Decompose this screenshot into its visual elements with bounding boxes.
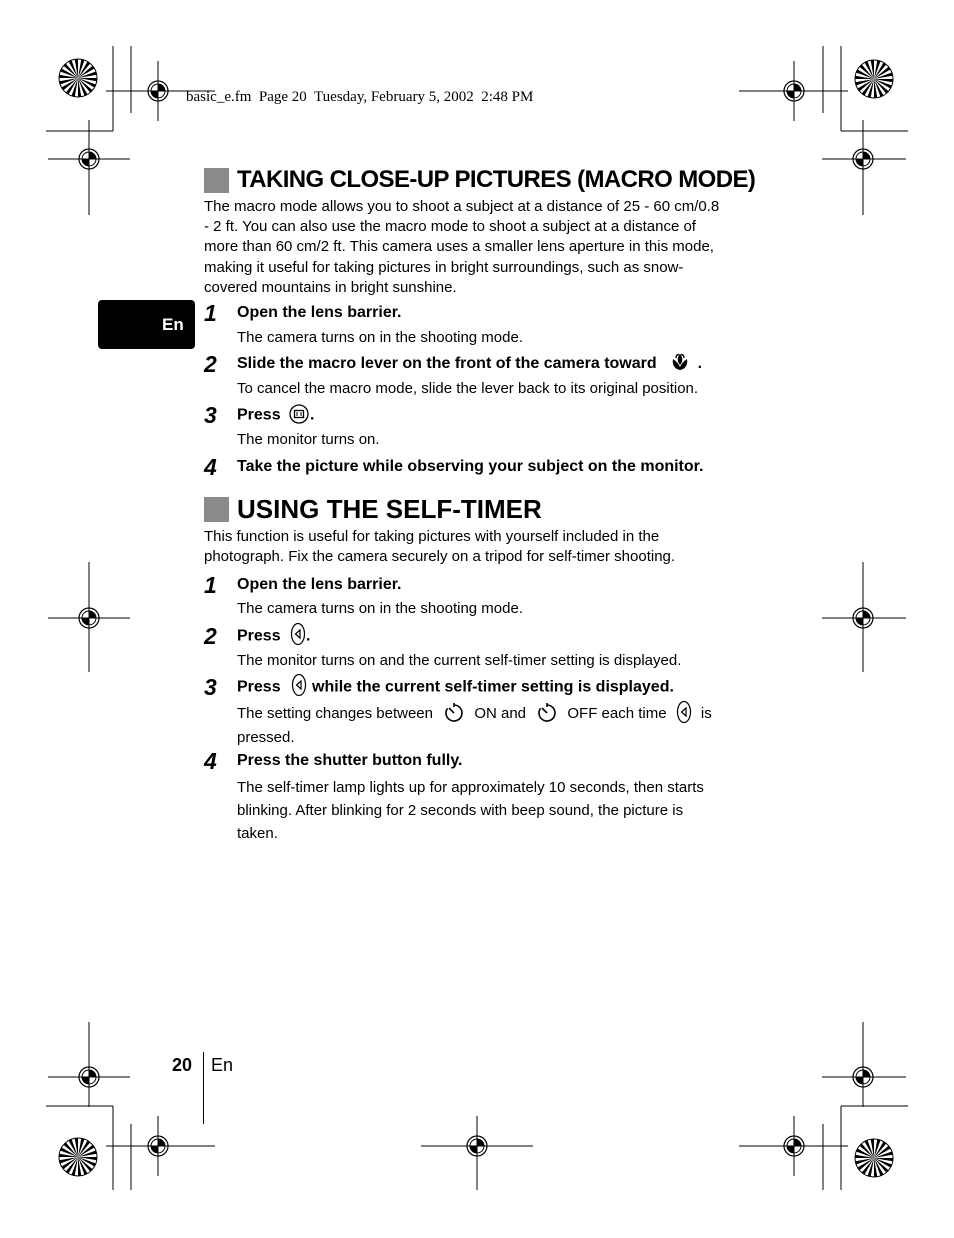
step-description (237, 702, 757, 750)
step-description-line: taken. (237, 825, 278, 842)
language-side-tab-label: En (162, 315, 184, 334)
step-instruction-end: while the current self-timer setting is displayed. (312, 678, 674, 696)
section-marker-square (204, 497, 229, 522)
step-description: To cancel the macro mode, slide the lever back to its original position. (237, 380, 699, 397)
step-instruction-row (237, 627, 311, 646)
left-arrow-button-icon (290, 622, 306, 646)
step-description-part: is (700, 705, 712, 722)
macro-intro-line: covered mountains in bright sunshine. (204, 278, 457, 296)
step-instruction: Open the lens barrier. (237, 304, 402, 321)
self-timer-icon (536, 702, 558, 724)
section-title-self-timer-text: USING THE SELF-TIMER (237, 494, 542, 524)
step-instruction: Press (237, 627, 281, 645)
step-instruction-end: . (310, 406, 315, 424)
step-instruction: Open the lens barrier. (237, 576, 402, 593)
macro-intro-line: making it useful for taking pictures in bright surroundings, such as snow- (204, 258, 684, 276)
footer-divider (203, 1052, 204, 1124)
footer-language: En (211, 1055, 234, 1075)
step-description (237, 776, 757, 845)
starburst-registration-mark-icon (59, 1138, 97, 1176)
step-instruction: Slide the macro lever on the front of the camera toward (237, 355, 657, 372)
step-number: 3 (204, 402, 217, 428)
self-timer-icon (443, 702, 465, 724)
step-number: 3 (204, 674, 217, 700)
step-description-line: blinking. After blinking for 2 seconds with beep sound, the picture is (237, 802, 684, 819)
language-side-tab (98, 300, 195, 349)
step-instruction-row (237, 355, 702, 373)
macro-intro-line: more than 60 cm/2 ft. This camera uses a smaller lens aperture in this mode, (204, 238, 714, 256)
step-description: The monitor turns on. (237, 431, 380, 448)
step-description-part: ON and (474, 705, 527, 722)
starburst-registration-mark-icon (59, 59, 97, 97)
self-timer-intro-line: This function is useful for taking pictures with yourself included in the (204, 528, 660, 545)
step-instruction-end: . (306, 627, 311, 645)
step-number: 4 (204, 454, 217, 480)
step-number: 4 (204, 748, 217, 774)
file-header-line: basic_e.fm Page 20 Tuesday, February 5, 2002 2:48 PM (186, 89, 534, 105)
step-description: The monitor turns on and the current self-timer setting is displayed. (237, 652, 682, 669)
step-number: 1 (204, 572, 217, 598)
left-arrow-button-icon (291, 673, 307, 697)
step-number: 2 (204, 623, 217, 649)
step-instruction-row (237, 678, 674, 697)
step-instruction-row (237, 406, 315, 425)
step-description-part: The setting changes between (237, 705, 433, 722)
step-number: 1 (204, 300, 217, 326)
step-instruction: Press the shutter button fully. (237, 752, 463, 769)
step-description: The camera turns on in the shooting mode. (237, 329, 523, 346)
step-number: 2 (204, 351, 217, 377)
step-instruction-end: . (697, 355, 703, 372)
section-marker-square (204, 168, 229, 193)
starburst-registration-mark-icon (855, 60, 893, 98)
macro-flower-icon (669, 352, 691, 372)
self-timer-intro-paragraph (204, 527, 764, 567)
left-arrow-button-icon (676, 700, 692, 724)
step-description: The camera turns on in the shooting mode. (237, 600, 523, 617)
monitor-button-icon (288, 403, 310, 425)
step-description-line: The self-timer lamp lights up for approximately 10 seconds, then starts (237, 779, 704, 796)
macro-intro-paragraph (204, 197, 764, 298)
macro-intro-line: - 2 ft. You can also use the macro mode to shoot a subject at a distance of (204, 218, 696, 236)
page-number: 20 (172, 1055, 193, 1075)
step-description-part: OFF each time (567, 705, 667, 722)
starburst-registration-mark-icon (855, 1139, 893, 1177)
step-instruction: Take the picture while observing your subject on the monitor. (237, 458, 704, 475)
section-title-macro-text: TAKING CLOSE-UP PICTURES (MACRO MODE) (237, 166, 756, 193)
step-description-part: pressed. (237, 729, 295, 746)
macro-intro-line: The macro mode allows you to shoot a subject at a distance of 25 - 60 cm/0.8 (204, 198, 720, 215)
section-title-macro (204, 166, 755, 194)
step-instruction: Press (237, 678, 281, 696)
section-title-self-timer (204, 494, 542, 525)
self-timer-intro-line: photograph. Fix the camera securely on a tripod for self-timer shooting. (204, 548, 676, 566)
step-instruction: Press (237, 406, 281, 424)
